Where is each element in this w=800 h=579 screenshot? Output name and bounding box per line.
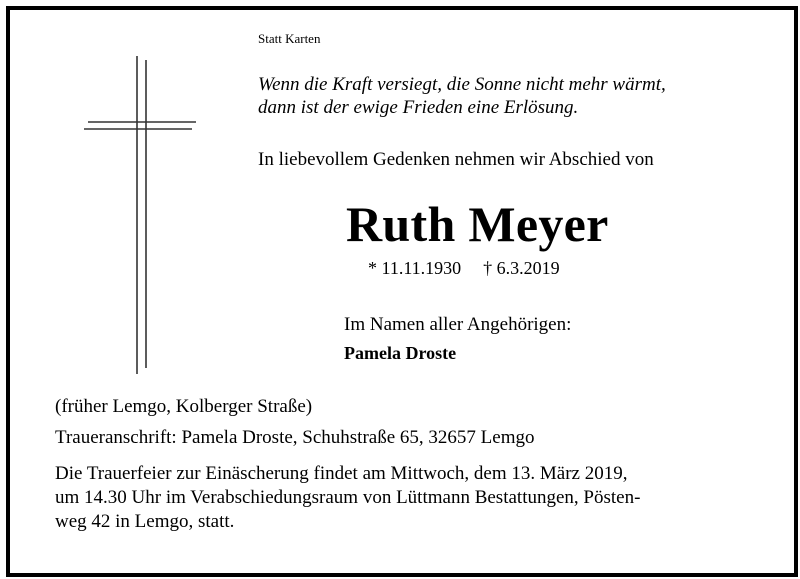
life-dates [368,258,560,279]
service-announcement [55,462,775,534]
mourners-name: Pamela Droste [344,343,457,363]
deceased-name: Ruth Meyer [346,196,609,252]
service-line-1: Die Trauerfeier zur Einäscherung findet am Mittwoch, dem 13. März 2019, [55,463,628,484]
mourners-label: Im Namen aller Angehörigen: [344,314,572,335]
death-date: † 6.3.2019 [483,258,560,278]
statt-karten-label: Statt Karten [258,31,321,46]
birth-date: * 11.11.1930 [368,258,462,278]
former-residence: (früher Lemgo, Kolberger Straße) [55,396,313,417]
quote-line-2: dann ist der ewige Frieden eine Erlösung. [258,97,579,118]
cross-icon [84,56,196,374]
service-line-2: um 14.30 Uhr im Verabschiedungsraum von Lüttmann Bestattungen, Pösten- [55,487,641,508]
service-line-3: weg 42 in Lemgo, statt. [55,511,235,532]
intro-text: In liebevollem Gedenken nehmen wir Abschied von [258,149,654,170]
quote-line-1: Wenn die Kraft versiegt, die Sonne nicht mehr wärmt, [258,74,666,95]
memorial-quote [258,73,666,119]
mourning-address: Traueranschrift: Pamela Droste, Schuhstraße 65, 32657 Lemgo [55,427,535,448]
